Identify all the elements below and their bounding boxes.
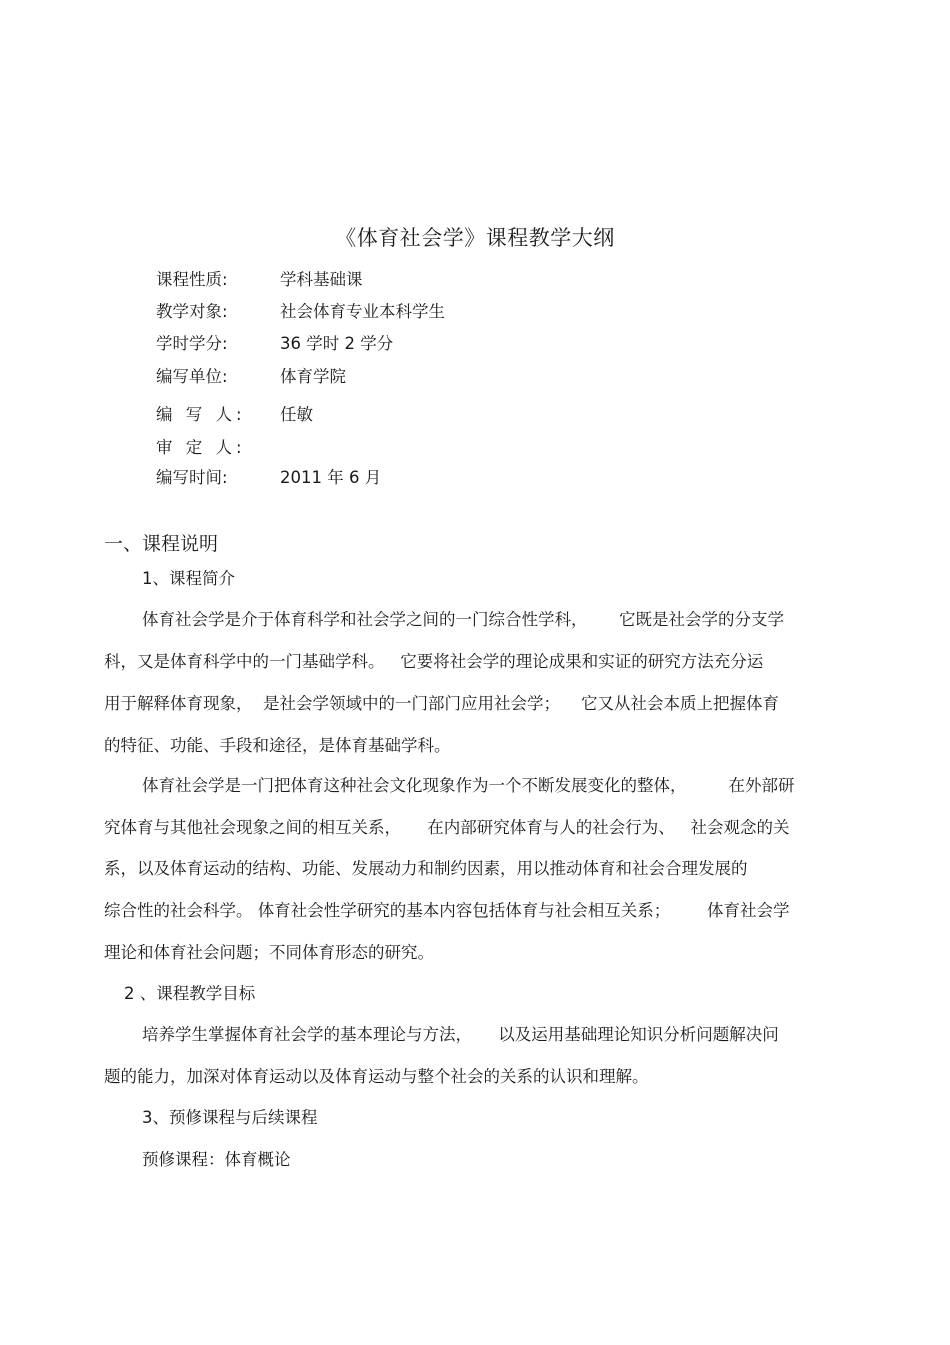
subsection-heading: 2 、课程教学目标 — [124, 984, 256, 1003]
meta-value: 任敏 — [280, 405, 313, 424]
meta-label: 课程性质: — [156, 270, 228, 289]
meta-value: 社会体育专业本科学生 — [280, 302, 445, 321]
meta-label: 教学对象: — [156, 302, 228, 321]
meta-value: 学科基础课 — [280, 270, 363, 289]
meta-value: 36 学时 2 学分 — [280, 334, 394, 353]
paragraph-line: 用于解释体育现象， 是社会学领域中的一门部门应用社会学； 它又从社会本质上把握体育 — [104, 694, 779, 713]
paragraph-line: 的特征、功能、手段和途径，是体育基础学科。 — [104, 736, 451, 755]
paragraph-line: 体育社会学是一门把体育这种社会文化现象作为一个不断发展变化的整体， 在外部研 — [142, 776, 795, 795]
meta-value: 体育学院 — [280, 367, 346, 386]
subsection-heading: 1、课程简介 — [142, 569, 235, 588]
meta-value: 2011 年 6 月 — [280, 468, 382, 487]
paragraph-line: 综合性的社会科学。 体育社会性学研究的基本内容包括体育与社会相互关系； 体育社会学 — [104, 901, 790, 920]
paragraph-line: 体育社会学是介于体育科学和社会学之间的一门综合性学科， 它既是社会学的分支学 — [142, 610, 784, 629]
paragraph-line: 培养学生掌握体育社会学的基本理论与方法， 以及运用基础理论知识分析问题解决问 — [142, 1025, 779, 1044]
meta-row-date — [156, 466, 381, 490]
meta-row-hours-credits — [156, 332, 393, 356]
paragraph-line: 系，以及体育运动的结构、功能、发展动力和制约因素，用以推动体育和社会合理发展的 — [104, 859, 748, 878]
meta-label: 编写单位: — [156, 367, 228, 386]
meta-row-course-type — [156, 268, 363, 292]
meta-row-target — [156, 300, 445, 324]
meta-row-unit — [156, 365, 346, 389]
section-heading: 一、课程说明 — [104, 533, 219, 555]
meta-row-author — [156, 403, 313, 427]
paragraph-line: 究体育与其他社会现象之间的相互关系， 在内部研究体育与人的社会行为、 社会观念的关 — [104, 818, 790, 837]
paragraph-line: 科，又是体育科学中的一门基础学科。 它要将社会学的理论成果和实证的研究方法充分运 — [104, 652, 764, 671]
meta-label: 审 定 人: — [156, 438, 246, 457]
meta-label: 编 写 人: — [156, 405, 246, 424]
paragraph-line: 题的能力，加深对体育运动以及体育运动与整个社会的关系的认识和理解。 — [104, 1067, 649, 1086]
meta-label: 学时学分: — [156, 334, 228, 353]
document-title: 《体育社会学》课程教学大纲 — [335, 226, 615, 250]
paragraph-line: 预修课程：体育概论 — [142, 1150, 291, 1169]
meta-row-reviewer — [156, 436, 280, 460]
paragraph-line: 理论和体育社会问题；不同体育形态的研究。 — [104, 943, 434, 962]
meta-label: 编写时间: — [156, 468, 228, 487]
subsection-heading: 3、预修课程与后续课程 — [142, 1108, 318, 1127]
